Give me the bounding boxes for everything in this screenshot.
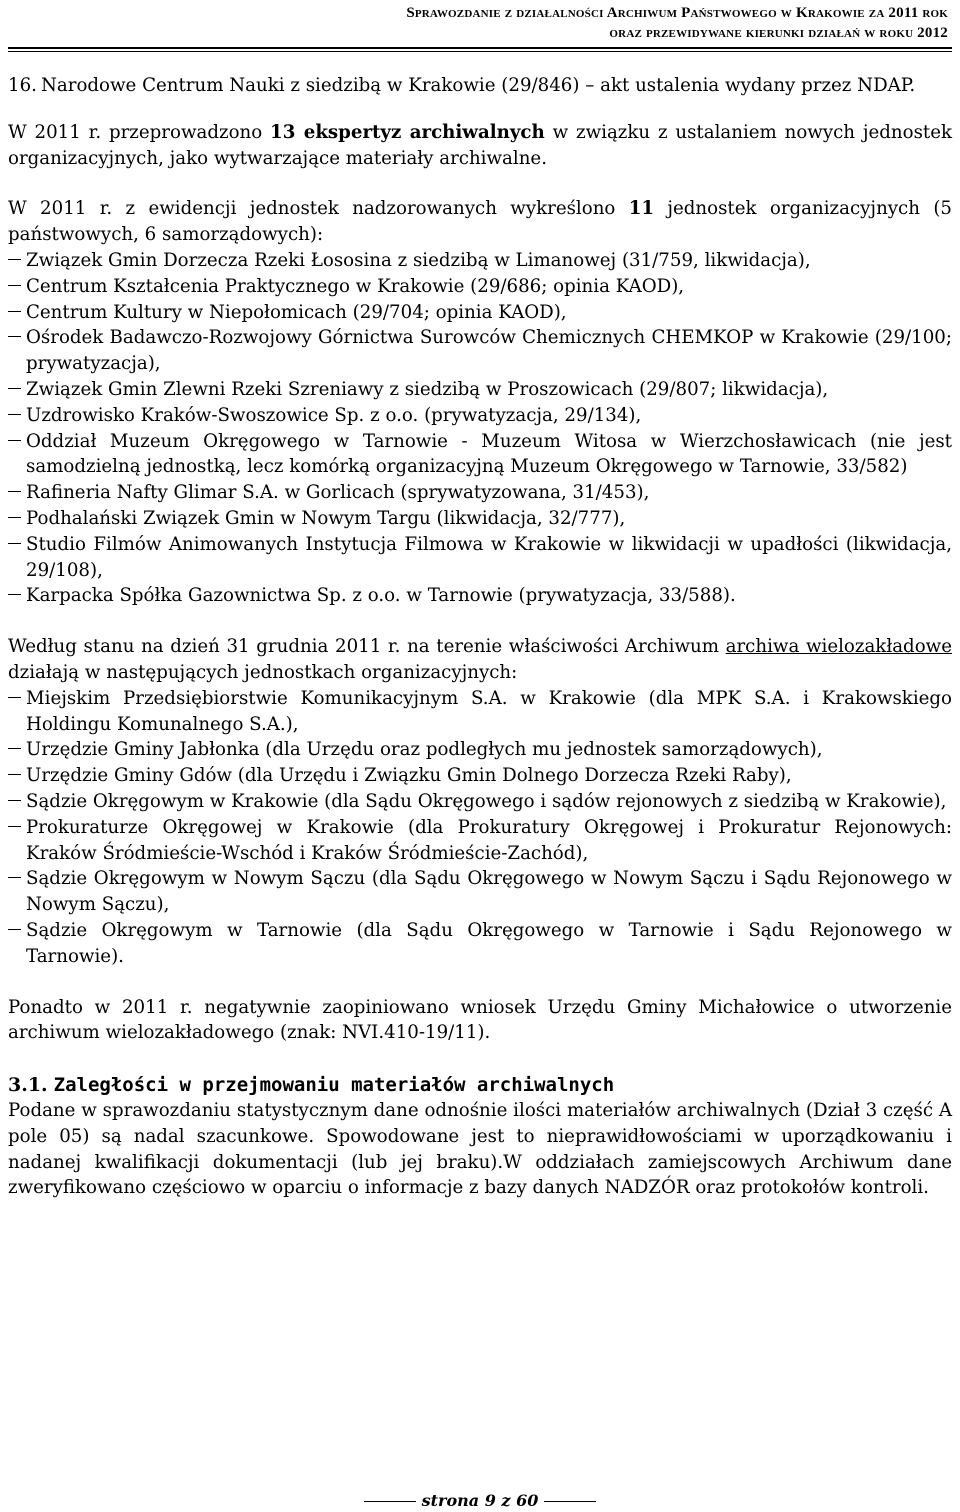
dash-bullet (8, 918, 26, 970)
list-item (8, 815, 952, 867)
section-heading (8, 1072, 952, 1098)
dash-bullet (8, 403, 26, 429)
list-item-text: Miejskim Przedsiębiorstwie Komunikacyjnym S.A. w Krakowie (dla MPK S.A. i Krakowskiego Holdingu Komunalnego S.A.), (26, 687, 952, 735)
dash-bullet (8, 300, 26, 326)
page-header (8, 0, 952, 43)
list-item-text: Urzędzie Gminy Gdów (dla Urzędu i Związku Gmin Dolnego Dorzecza Rzeki Raby), (26, 765, 792, 787)
list-item (8, 300, 952, 326)
para-text: W 2011 r. przeprowadzono (8, 121, 271, 143)
list-item-text: Uzdrowisko Kraków-Swoszowice Sp. z o.o. (prywatyzacja, 29/134), (26, 404, 642, 426)
para-underlined: archiwa wielozakładowe (725, 636, 952, 658)
list-item (8, 866, 952, 918)
dash-bullet (8, 763, 26, 789)
para-text: W 2011 r. z ewidencji jednostek nadzorowanych wykreślono (8, 198, 629, 220)
dash-bullet (8, 532, 26, 584)
dash-bullet (8, 866, 26, 918)
list-item-text: Centrum Kształcenia Praktycznego w Krakowie (29/686; opinia KAOD), (26, 275, 685, 297)
section-title: Zaległości w przejmowaniu materiałów archiwalnych (53, 1074, 615, 1097)
list-item (8, 532, 952, 584)
list-item (8, 686, 952, 738)
list-item-text: Ośrodek Badawczo-Rozwojowy Górnictwa Surowców Chemicznych CHEMKOP w Krakowie (29/100; prywatyzacja), (26, 327, 952, 375)
dash-bullet (8, 737, 26, 763)
para-bold: 13 ekspertyz archiwalnych (270, 121, 545, 143)
list-item-text: Centrum Kultury w Niepołomicach (29/704; opinia KAOD), (26, 301, 567, 323)
header-line-2: oraz przewidywane kierunki działań w roku 2012 (609, 25, 948, 41)
page-number: strona 9 z 60 (421, 1491, 539, 1510)
list-item (8, 377, 952, 403)
list-item (8, 325, 952, 377)
footer-rule-left (364, 1501, 416, 1502)
paragraph-ponadto: Ponadto w 2011 r. negatywnie zaopiniowano wniosek Urzędu Gminy Michałowice o utworzenie archiwum wielozakładowego (znak: NVI.410-19/11). (8, 996, 952, 1044)
dash-bullet (8, 506, 26, 532)
paragraph-expertyzy (8, 120, 952, 172)
list-item-text: Oddział Muzeum Okręgowego w Tarnowie - Muzeum Witosa w Wierzchosławicach (nie jest samodzielną jednostką, lecz komórką organizacyjną Muzeum Okręgowego w Tarnowie, 33/582) (26, 430, 952, 478)
list-item (8, 274, 952, 300)
document-body (8, 73, 952, 1201)
list-item (8, 763, 952, 789)
list-item (8, 583, 952, 609)
list-item (8, 480, 952, 506)
list-item (8, 789, 952, 815)
header-line-1: Sprawozdanie z działalności Archiwum Państwowego w Krakowie za 2011 rok (406, 5, 948, 21)
header-rule (8, 47, 952, 52)
numbered-item-16 (8, 73, 952, 99)
list-item-text: Prokuraturze Okręgowej w Krakowie (dla Prokuratury Okręgowej i Prokuratur Rejonowych: Kraków Śródmieście-Wschód i Kraków Śródmieście-Zachód), (26, 816, 952, 864)
section-number: 3.1. (8, 1074, 48, 1097)
list-item-text: Sądzie Okręgowym w Tarnowie (dla Sądu Okręgowego w Tarnowie i Sądu Rejonowego w Tarnowie). (26, 919, 952, 967)
list-item-text: Związek Gmin Dorzecza Rzeki Łososina z siedzibą w Limanowej (31/759, likwidacja), (26, 249, 811, 271)
dash-bullet (8, 429, 26, 481)
dash-bullet (8, 480, 26, 506)
list-item-text: Urzędzie Gminy Jabłonka (dla Urzędu oraz podległych mu jednostek samorządowych), (26, 739, 823, 761)
list-item-text: Rafineria Nafty Glimar S.A. w Gorlicach (sprywatyzowana, 31/453), (26, 482, 650, 504)
removed-units-list (8, 248, 952, 609)
dash-bullet (8, 325, 26, 377)
list-item-text: Karpacka Spółka Gazownictwa Sp. z o.o. w Tarnowie (prywatyzacja, 33/588). (26, 585, 736, 607)
page-footer (0, 1491, 960, 1510)
dash-bullet (8, 583, 26, 609)
dash-bullet (8, 377, 26, 403)
list-item-text: Sądzie Okręgowym w Nowym Sączu (dla Sądu Okręgowego w Nowym Sączu i Sądu Rejonowego w Nowym Sączu), (26, 868, 952, 916)
list-item-text: Podhalański Związek Gmin w Nowym Targu (likwidacja, 32/777), (26, 507, 626, 529)
archive-units-list (8, 686, 952, 970)
footer-rule-right (544, 1501, 596, 1502)
dash-bullet (8, 274, 26, 300)
dash-bullet (8, 789, 26, 815)
item-text: Narodowe Centrum Nauki z siedzibą w Krakowie (29/846) – akt ustalenia wydany przez NDAP. (41, 75, 916, 96)
dash-bullet (8, 815, 26, 867)
list-item (8, 429, 952, 481)
paragraph-wykreslono (8, 196, 952, 248)
para-text: w związku z ustalaniem nowych jednostek organizacyjnych, jako wytwarzające materiały archiwalne. (8, 121, 952, 169)
paragraph-section: Podane w sprawozdaniu statystycznym dane odnośnie ilości materiałów archiwalnych (Dział 3 część A pole 05) są nadal szacunkowe. Spowodowane jest to nieprawidłowościami w uporządkowaniu i nadanej kwalifikacji dokumentacji (lub jej braku).W oddziałach zamiejscowych Archiwum dane zweryfikowano częściowo w oparciu o informacje z bazy danych NADZÓR oraz protokołów kontroli. (8, 1100, 952, 1199)
paragraph-archiwa (8, 634, 952, 686)
list-item (8, 248, 952, 274)
list-item (8, 506, 952, 532)
list-item-text: Studio Filmów Animowanych Instytucja Filmowa w Krakowie w likwidacji w upadłości (likwidacja, 29/108), (26, 533, 952, 581)
para-text: działają w następujących jednostkach organizacyjnych: (8, 661, 518, 683)
list-item-text: Sądzie Okręgowym w Krakowie (dla Sądu Okręgowego i sądów rejonowych z siedzibą w Krakowie), (26, 790, 947, 812)
list-item (8, 918, 952, 970)
dash-bullet (8, 686, 26, 738)
list-item (8, 403, 952, 429)
para-text: Według stanu na dzień 31 grudnia 2011 r. na terenie właściwości Archiwum (8, 636, 726, 658)
para-text: jednostek organizacyjnych (5 państwowych, 6 samorządowych): (8, 198, 952, 246)
item-number: 16. (8, 75, 37, 96)
list-item-text: Związek Gmin Zlewni Rzeki Szreniawy z siedzibą w Proszowicach (29/807; likwidacja), (26, 378, 829, 400)
para-bold: 11 (628, 198, 655, 220)
list-item (8, 737, 952, 763)
dash-bullet (8, 248, 26, 274)
